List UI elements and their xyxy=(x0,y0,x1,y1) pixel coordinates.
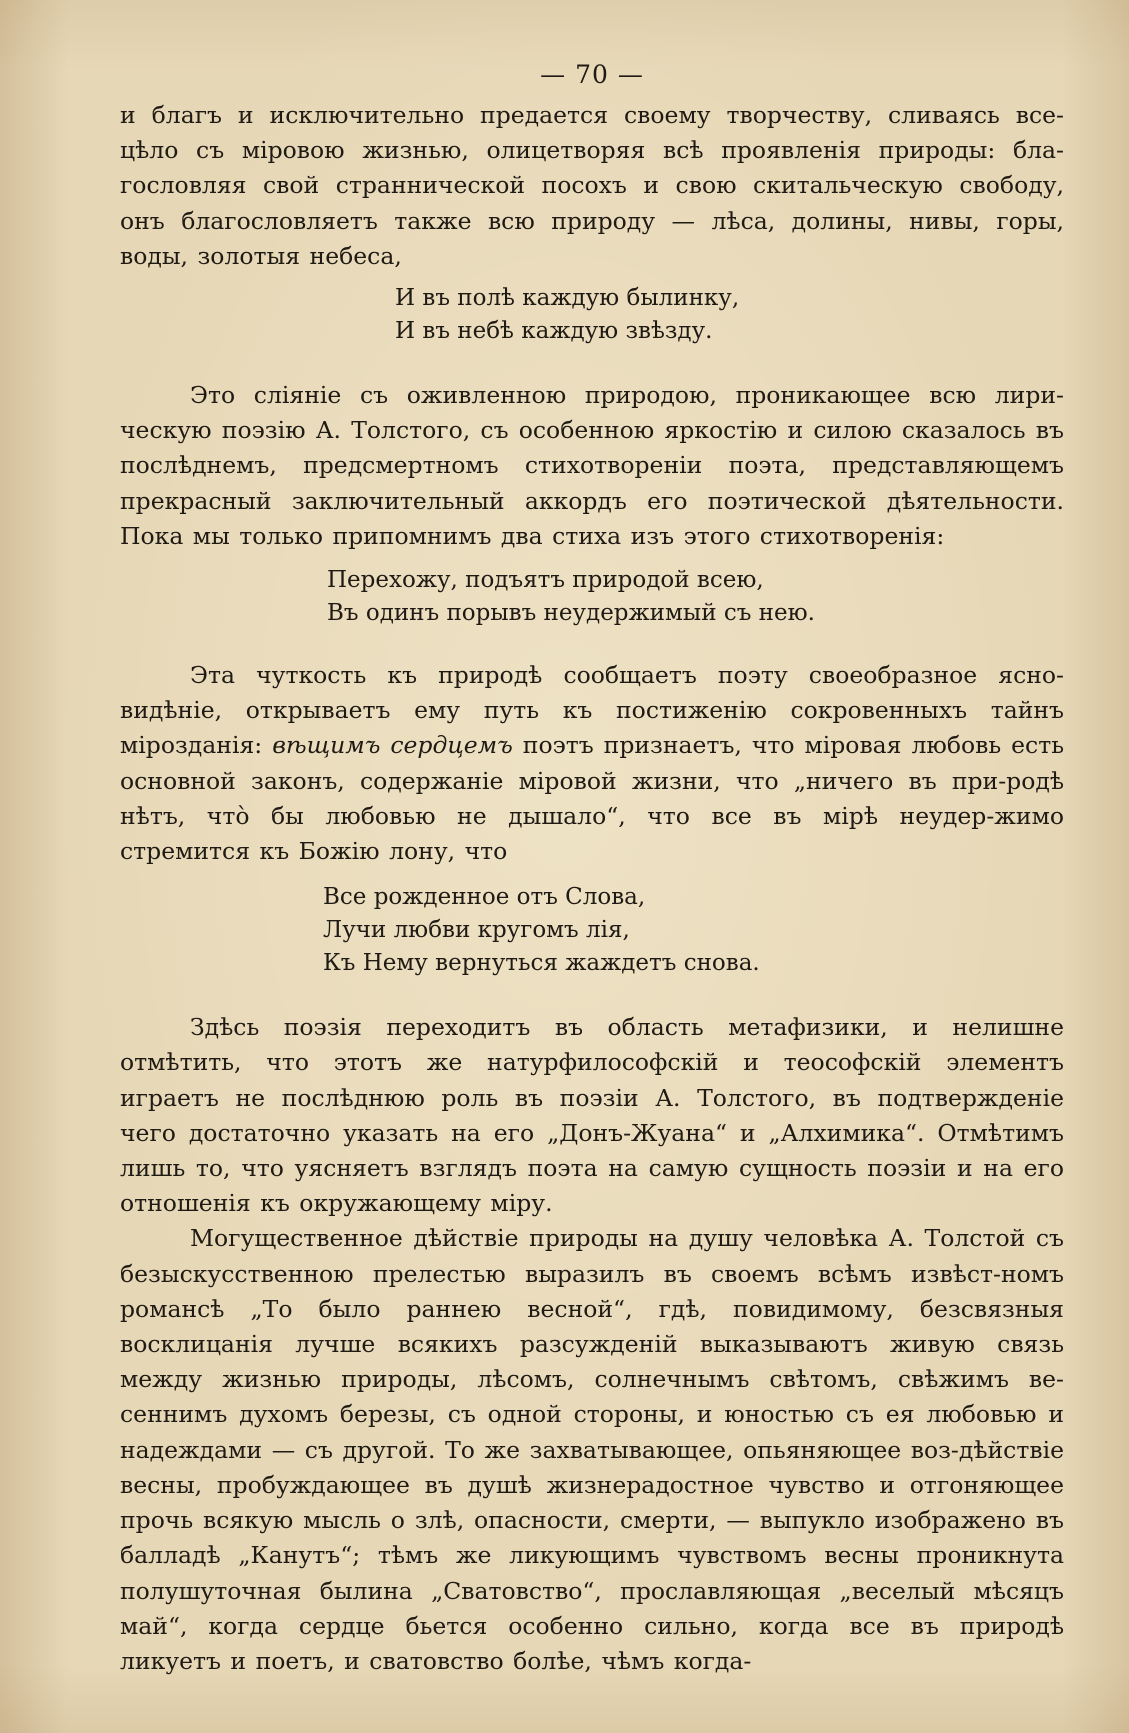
verse-quote-1 xyxy=(120,282,1064,348)
emphasis-text: вѣщимъ сердцемъ xyxy=(272,731,513,760)
paragraph-1: и благъ и исключительно предается своему творчеству, сливаясь все-цѣло съ міровою жизнью, олицетворяя всѣ проявленія природы: бла-гословляя свой страннической посохъ и свою скитальческую свободу, онъ благословляетъ также всю природу — лѣса, долины, нивы, горы, воды, золотыя небеса, xyxy=(120,101,1064,270)
page-number: — 70 — xyxy=(540,60,644,89)
verse-line: Перехожу, подъятъ природой всею, xyxy=(327,567,764,594)
paragraph-2: Это сліяніе съ оживленною природою, проникающее всю лири-ческую поэзію А. Толстого, съ особенною яркостію и силою сказалось въ послѣднемъ, предсмертномъ стихотвореніи поэта, представляющемъ прекрасный заключительный аккордъ его поэтической дѣятельности. Пока мы только припомнимъ два стиха изъ этого стихотворенія: xyxy=(120,381,1064,550)
verse-line: Къ Нему вернуться жаждетъ снова. xyxy=(323,950,760,977)
verse-line: Все рожденное отъ Слова, xyxy=(323,884,646,911)
paragraph-3 xyxy=(120,658,1064,869)
verse-line: Въ одинъ порывъ неудержимый съ нею. xyxy=(327,600,815,627)
verse-line: И въ небѣ каждую звѣзду. xyxy=(395,318,713,345)
paragraph-4: Здѣсь поэзія переходитъ въ область метафизики, и нелишне отмѣтить, что этотъ же натурфилософскій и теософскій элементъ играетъ не послѣднюю роль въ поэзіи А. Толстого, въ подтвержденіе чего достаточно указать на его „Донъ-Жуана“ и „Алхимика“. Отмѣтимъ лишь то, что уясняетъ взглядъ поэта на самую сущность поэзіи и на его отношенія къ окружающему міру. xyxy=(120,1013,1064,1218)
verse-line: Лучи любви кругомъ лія, xyxy=(323,917,630,944)
paragraph-3-text-before: Эта чуткость къ природѣ сообщаетъ поэту своеобразное ясно-видѣніе, открываетъ ему путь къ постиженію сокровенныхъ тайнъ мірозданія: xyxy=(120,661,1064,760)
verse-quote-3 xyxy=(120,881,1064,980)
paragraph-5: Могущественное дѣйствіе природы на душу человѣка А. Толстой съ безыскусственною прелестью выразилъ въ своемъ всѣмъ извѣст-номъ романсѣ „То было раннею весной“, гдѣ, повидимому, безсвязныя восклицанія лучше всякихъ разсужденій выказываютъ живую связь между жизнью природы, лѣсомъ, солнечнымъ свѣтомъ, свѣжимъ ве-сеннимъ духомъ березы, съ одной стороны, и юностью съ ея любовью и надеждами — съ другой. То же захватывающее, опьяняющее воз-дѣйствіе весны, пробуждающее въ душѣ жизнерадостное чувство и отгоняющее прочь всякую мысль о злѣ, опасности, смерти, — выпукло изображено въ балладѣ „Канутъ“; тѣмъ же ликующимъ чувствомъ весны проникнута полушуточная былина „Сватовство“, прославляющая „веселый мѣсяцъ май“, когда сердце бьется особенно сильно, когда все въ природѣ ликуетъ и поетъ, и сватовство болѣе, чѣмъ когда- xyxy=(120,1224,1064,1675)
verse-quote-2 xyxy=(120,564,1064,630)
verse-line: И въ полѣ каждую былинку, xyxy=(395,285,740,312)
paragraph-3-text-after: поэтъ признаетъ, что міровая любовь есть основной законъ, содержаніе міровой жизни, что „ничего въ при-родѣ нѣтъ, что̀ бы любовью не дышало“, что все въ мірѣ неудер-жимо стремится къ Божію лону, что xyxy=(120,731,1064,866)
book-page xyxy=(120,58,1064,1698)
